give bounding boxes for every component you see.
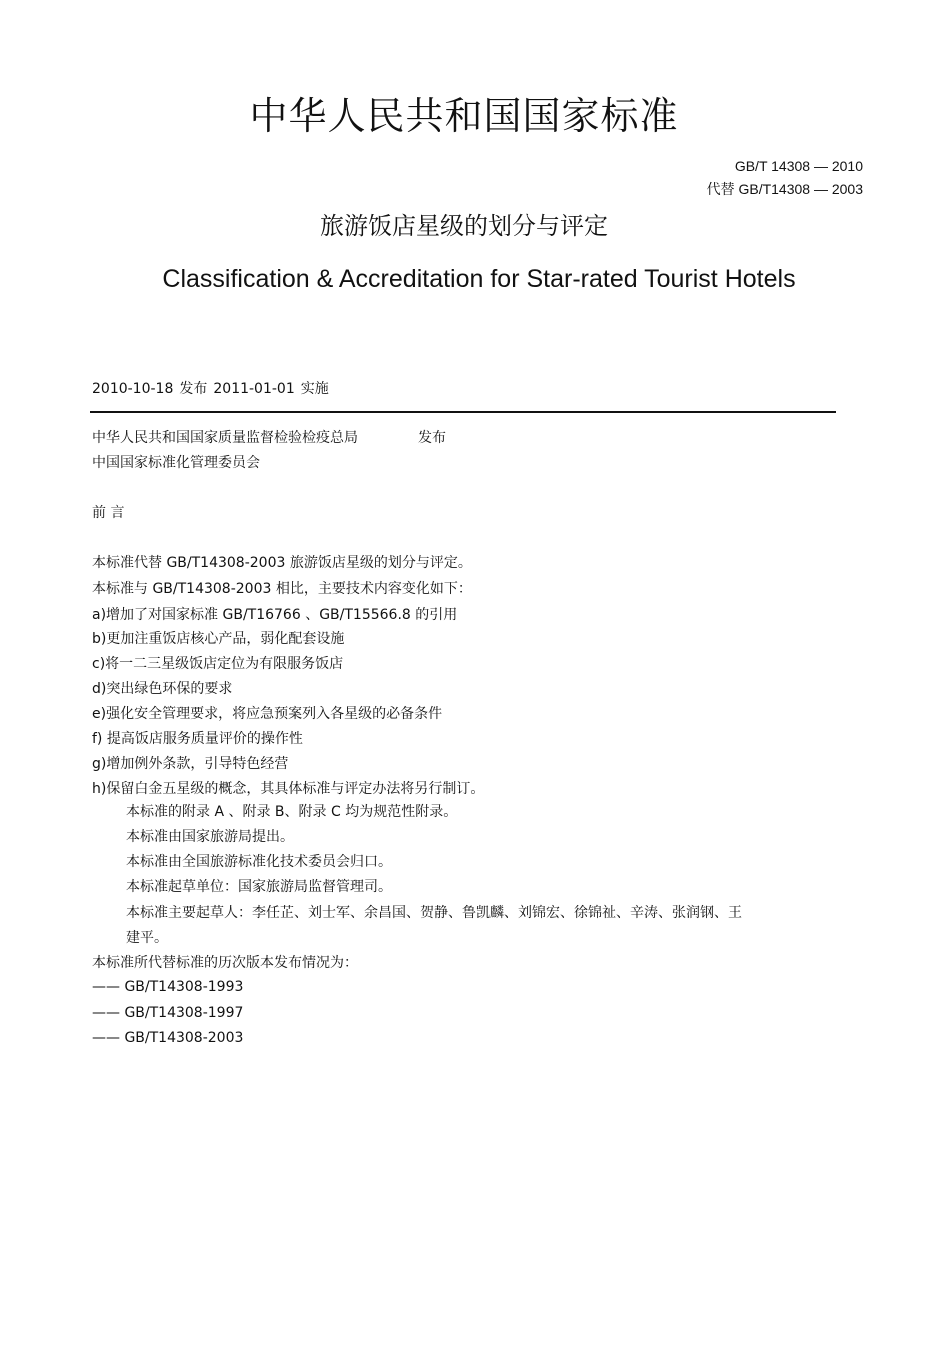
issuer-publish-label: 发布 xyxy=(418,430,446,446)
change-item-f: f) 提高饭店服务质量评价的操作性 xyxy=(92,731,303,747)
foreword-line: 本标准代替 GB/T14308-2003 旅游饭店星级的划分与评定。 xyxy=(92,555,472,571)
chinese-title: 旅游饭店星级的划分与评定 xyxy=(320,212,608,240)
foreword-heading: 前 言 xyxy=(92,505,125,521)
english-title: Classification & Accreditation for Star-rated Tourist Hotels xyxy=(162,265,796,293)
indented-line: 本标准由全国旅游标准化技术委员会归口。 xyxy=(126,854,392,870)
drafters-line-cont: 建平。 xyxy=(126,930,168,946)
standard-code: GB/T 14308 — 2010 xyxy=(734,158,863,174)
change-item-g: g)增加例外条款，引导特色经营 xyxy=(92,756,289,772)
change-item-d: d)突出绿色环保的要求 xyxy=(92,681,233,697)
foreword-line: 本标准与 GB/T14308-2003 相比，主要技术内容变化如下： xyxy=(92,581,472,597)
document-title: 中华人民共和国国家标准 xyxy=(249,94,679,138)
divider-rule xyxy=(90,411,836,413)
drafters-line: 本标准主要起草人：李任芷、刘士军、余昌国、贺静、鲁凯麟、刘锦宏、徐锦祉、辛涛、张润钢、王 xyxy=(126,905,742,921)
issuer-org-1: 中华人民共和国国家质量监督检验检疫总局 xyxy=(92,430,358,446)
change-item-b: b)更加注重饭店核心产品，弱化配套设施 xyxy=(92,631,345,647)
effective-date: 2011-01-01 xyxy=(213,381,295,397)
history-item: —— GB/T14308-2003 xyxy=(92,1030,244,1046)
issuer-org-2: 中国国家标准化管理委员会 xyxy=(92,455,260,471)
indented-line: 本标准的附录 A 、附录 B、附录 C 均为规范性附录。 xyxy=(126,804,458,820)
dates-line xyxy=(92,380,335,398)
change-item-h: h)保留白金五星级的概念，其具体标准与评定办法将另行制订。 xyxy=(92,781,485,797)
change-item-c: c)将一二三星级饭店定位为有限服务饭店 xyxy=(92,656,344,672)
issue-label: 发布 xyxy=(179,381,208,397)
indented-line: 本标准起草单位：国家旅游局监督管理司。 xyxy=(126,879,392,895)
change-item-e: e)强化安全管理要求，将应急预案列入各星级的必备条件 xyxy=(92,706,443,722)
change-item-a: a)增加了对国家标准 GB/T16766 、GB/T15566.8 的引用 xyxy=(92,607,458,623)
history-item: —— GB/T14308-1993 xyxy=(92,979,244,995)
history-item: —— GB/T14308-1997 xyxy=(92,1005,244,1021)
indented-line: 本标准由国家旅游局提出。 xyxy=(126,829,294,845)
replaces-code: 代替 GB/T14308 — 2003 xyxy=(706,181,863,197)
issue-date: 2010-10-18 xyxy=(92,381,174,397)
effective-label: 实施 xyxy=(300,381,329,397)
history-intro: 本标准所代替标准的历次版本发布情况为： xyxy=(92,955,358,971)
